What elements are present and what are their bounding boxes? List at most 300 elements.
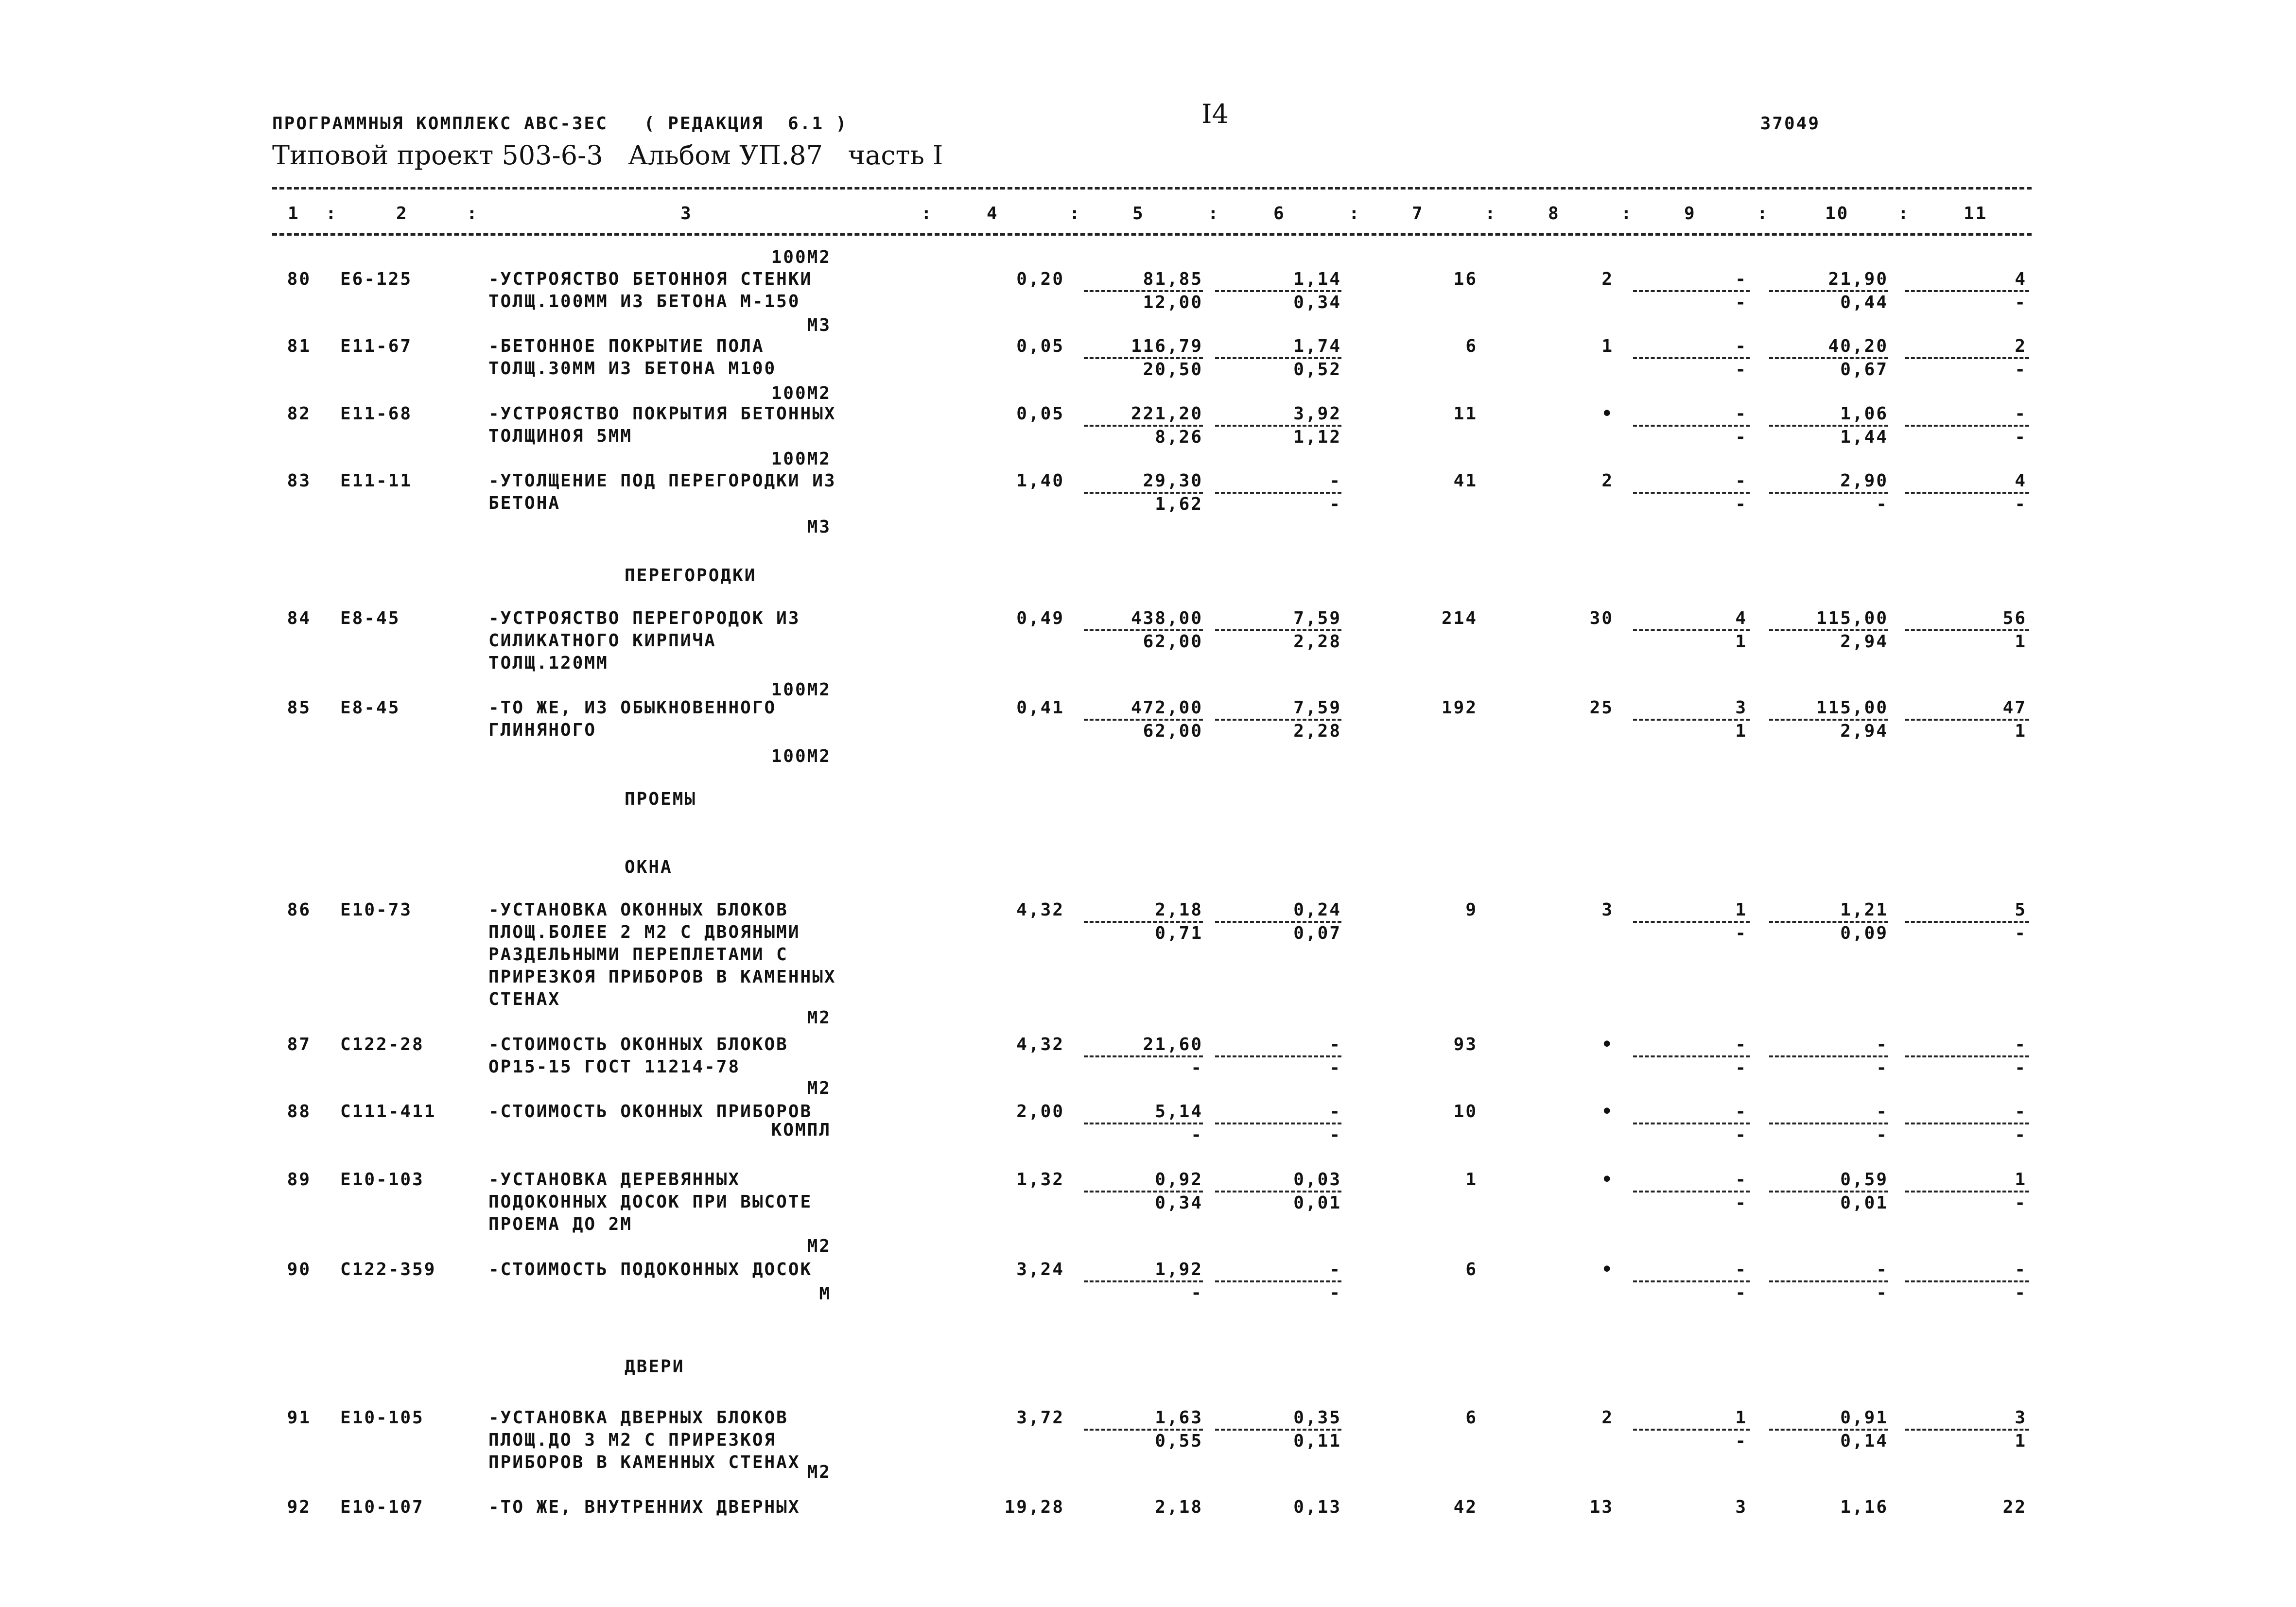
- subvalue-s10: 0,67: [1840, 360, 1888, 380]
- value-c7: 214: [1441, 608, 1478, 628]
- subvalue-s11: 1: [2015, 1431, 2027, 1451]
- unit-label: 100М2: [771, 746, 831, 766]
- subvalue-s6: -: [1329, 1125, 1341, 1145]
- subtotal-rule: [1905, 357, 2029, 359]
- item-description: ПЛОЩ.ДО 3 М2 С ПРИРЕЗКОЯ: [488, 1430, 777, 1450]
- subvalue-s9: -: [1735, 1058, 1747, 1078]
- item-description: -ТО ЖЕ, ВНУТРЕННИХ ДВЕРНЫХ: [488, 1497, 800, 1517]
- value-c5: 2,18: [1155, 900, 1203, 920]
- subvalue-s11: -: [2015, 360, 2027, 380]
- item-description: СИЛИКАТНОГО КИРПИЧА: [488, 631, 716, 651]
- item-number: 84: [287, 608, 311, 628]
- value-c4: 0,41: [1016, 698, 1064, 718]
- item-description: БЕТОНА: [488, 493, 561, 513]
- value-c8: 30: [1589, 608, 1614, 628]
- value-c6: 0,35: [1293, 1408, 1341, 1428]
- value-c5: 438,00: [1131, 608, 1203, 628]
- value-c8: •: [1601, 1035, 1614, 1054]
- value-c9: 4: [1735, 608, 1747, 628]
- subvalue-s9: 1: [1735, 632, 1747, 652]
- subvalue-s6: -: [1329, 1058, 1341, 1078]
- unit-label: М2: [807, 1008, 831, 1028]
- value-c6: -: [1329, 471, 1341, 491]
- subtotal-rule: [1905, 1280, 2029, 1282]
- item-description: -БЕТОННОЕ ПОКРЫТИЕ ПОЛА: [488, 336, 765, 356]
- item-description: -ТО ЖЕ, ИЗ ОБЫКНОВЕННОГО: [488, 698, 777, 718]
- value-c7: 192: [1441, 698, 1478, 718]
- value-c5: 472,00: [1131, 698, 1203, 718]
- subvalue-s9: -: [1735, 427, 1747, 447]
- subvalue-s9: -: [1735, 1431, 1747, 1451]
- subtotal-rule: [1633, 1191, 1750, 1192]
- subvalue-s10: -: [1876, 1283, 1888, 1303]
- subtotal-rule: [1905, 425, 2029, 427]
- value-c4: 4,32: [1016, 1035, 1064, 1054]
- value-c5: 221,20: [1131, 404, 1203, 424]
- item-description: -СТОИМОСТЬ ОКОННЫХ ПРИБОРОВ: [488, 1102, 813, 1122]
- subtotal-rule: [1769, 719, 1888, 721]
- value-c9: -: [1735, 1260, 1747, 1279]
- subtotal-rule: [1769, 921, 1888, 923]
- program-title: ПРОГРАММНЫЯ КОМПЛЕКС АВС-ЗЕС ( РЕДАКЦИЯ 6.1 ): [272, 114, 848, 134]
- subtotal-rule: [1769, 1055, 1888, 1057]
- subtotal-rule: [1905, 492, 2029, 494]
- item-code: С122-28: [340, 1035, 424, 1054]
- value-c8: 2: [1601, 269, 1614, 289]
- value-c9: -: [1735, 404, 1747, 424]
- value-c6: -: [1329, 1035, 1341, 1054]
- value-c11: 1: [2015, 1170, 2027, 1190]
- subtotal-rule: [1769, 1123, 1888, 1124]
- item-description: ПРИБОРОВ В КАМЕННЫХ СТЕНАХ: [488, 1452, 800, 1472]
- item-description: ПОДОКОННЫХ ДОСОК ПРИ ВЫСОТЕ: [488, 1192, 813, 1212]
- subvalue-s6: 0,34: [1293, 293, 1341, 312]
- subtotal-rule: [1215, 1055, 1341, 1057]
- item-code: Е10-105: [340, 1408, 424, 1428]
- unit-label: 100М2: [771, 449, 831, 469]
- subtotal-rule: [1769, 357, 1888, 359]
- value-c9: -: [1735, 471, 1747, 491]
- item-description: -УСТАНОВКА ДЕРЕВЯННЫХ: [488, 1170, 741, 1190]
- subvalue-s6: 2,28: [1293, 632, 1341, 652]
- value-c10: 115,00: [1816, 698, 1888, 718]
- value-c10: 1,21: [1840, 900, 1888, 920]
- value-c10: 21,90: [1828, 269, 1888, 289]
- subvalue-s11: -: [2015, 494, 2027, 514]
- column-header: 6: [1273, 204, 1286, 224]
- subtotal-rule: [1905, 629, 2029, 631]
- item-description: ТОЛЩ.30ММ ИЗ БЕТОНА М100: [488, 359, 777, 379]
- subtotal-rule: [1769, 425, 1888, 427]
- unit-label: М2: [807, 1462, 831, 1482]
- value-c4: 0,49: [1016, 608, 1064, 628]
- subtotal-rule: [1084, 719, 1203, 721]
- subvalue-s6: 1,12: [1293, 427, 1341, 447]
- subvalue-s11: -: [2015, 427, 2027, 447]
- value-c10: -: [1876, 1102, 1888, 1122]
- value-c4: 19,28: [1004, 1497, 1064, 1517]
- value-c5: 29,30: [1143, 471, 1203, 491]
- subvalue-s11: -: [2015, 1058, 2027, 1078]
- subvalue-s9: -: [1735, 923, 1747, 943]
- value-c7: 42: [1453, 1497, 1478, 1517]
- value-c8: •: [1601, 1102, 1614, 1122]
- value-c6: -: [1329, 1102, 1341, 1122]
- item-code: Е8-45: [340, 698, 400, 718]
- value-c8: 13: [1589, 1497, 1614, 1517]
- subvalue-s6: 0,01: [1293, 1193, 1341, 1213]
- item-number: 90: [287, 1260, 311, 1279]
- value-c4: 2,00: [1016, 1102, 1064, 1122]
- column-header: 3: [680, 204, 693, 224]
- item-number: 80: [287, 269, 311, 289]
- subtotal-rule: [1215, 290, 1341, 292]
- value-c9: -: [1735, 1170, 1747, 1190]
- subtotal-rule: [1084, 1191, 1203, 1192]
- subtotal-rule: [1084, 1280, 1203, 1282]
- subtotal-rule: [1084, 492, 1203, 494]
- value-c11: 2: [2015, 336, 2027, 356]
- value-c8: 3: [1601, 900, 1614, 920]
- subtotal-rule: [1905, 1191, 2029, 1192]
- item-description: СТЕНАХ: [488, 989, 561, 1009]
- value-c11: 5: [2015, 900, 2027, 920]
- subvalue-s9: -: [1735, 1125, 1747, 1145]
- value-c10: 2,90: [1840, 471, 1888, 491]
- project-title: Типовой проект 503-6-3 Альбом УП.87 часть I: [272, 140, 943, 171]
- subvalue-s5: 62,00: [1143, 632, 1203, 652]
- subvalue-s9: -: [1735, 1193, 1747, 1213]
- value-c7: 41: [1453, 471, 1478, 491]
- item-number: 88: [287, 1102, 311, 1122]
- subtotal-rule: [1905, 290, 2029, 292]
- subvalue-s11: -: [2015, 293, 2027, 312]
- subvalue-s6: 0,07: [1293, 923, 1341, 943]
- subvalue-s9: 1: [1735, 721, 1747, 741]
- item-number: 92: [287, 1497, 311, 1517]
- subvalue-s5: 0,55: [1155, 1431, 1203, 1451]
- value-c9: 1: [1735, 900, 1747, 920]
- value-c4: 0,05: [1016, 336, 1064, 356]
- subvalue-s10: 0,14: [1840, 1431, 1888, 1451]
- subvalue-s10: -: [1876, 494, 1888, 514]
- item-number: 87: [287, 1035, 311, 1054]
- subvalue-s10: -: [1876, 1058, 1888, 1078]
- subtotal-rule: [1769, 1191, 1888, 1192]
- item-description: -СТОИМОСТЬ ОКОННЫХ БЛОКОВ: [488, 1035, 788, 1054]
- value-c4: 3,72: [1016, 1408, 1064, 1428]
- subtotal-rule: [1633, 1429, 1750, 1431]
- column-header: 8: [1548, 204, 1560, 224]
- value-c10: 115,00: [1816, 608, 1888, 628]
- subvalue-s11: -: [2015, 1125, 2027, 1145]
- value-c8: •: [1601, 404, 1614, 424]
- value-c4: 0,20: [1016, 269, 1064, 289]
- item-description: -УТОЛЩЕНИЕ ПОД ПЕРЕГОРОДКИ ИЗ: [488, 471, 836, 491]
- item-description: РАЗДЕЛЬНЫМИ ПЕРЕПЛЕТАМИ С: [488, 945, 788, 965]
- unit-label: 100М2: [771, 247, 831, 267]
- item-description: ТОЛЩИНОЯ 5ММ: [488, 426, 633, 446]
- value-c6: 0,24: [1293, 900, 1341, 920]
- unit-label: М3: [807, 315, 831, 335]
- subvalue-s6: -: [1329, 1283, 1341, 1303]
- subtotal-rule: [1215, 492, 1341, 494]
- value-c8: 2: [1601, 1408, 1614, 1428]
- subtotal-rule: [1769, 492, 1888, 494]
- item-code: Е6-125: [340, 269, 413, 289]
- value-c11: -: [2015, 1102, 2027, 1122]
- value-c11: -: [2015, 1260, 2027, 1279]
- subvalue-s9: -: [1735, 293, 1747, 312]
- item-description: -УСТРОЯСТВО ПЕРЕГОРОДОК ИЗ: [488, 608, 800, 628]
- value-c11: 4: [2015, 269, 2027, 289]
- value-c11: 3: [2015, 1408, 2027, 1428]
- unit-label: М2: [807, 1236, 831, 1256]
- subvalue-s5: 1,62: [1155, 494, 1203, 514]
- item-number: 86: [287, 900, 311, 920]
- value-c6: 0,13: [1293, 1497, 1341, 1517]
- subtotal-rule: [1633, 1280, 1750, 1282]
- value-c4: 1,32: [1016, 1170, 1064, 1190]
- value-c8: •: [1601, 1170, 1614, 1190]
- item-description: ТОЛЩ.120ММ: [488, 653, 609, 673]
- value-c10: 1,06: [1840, 404, 1888, 424]
- value-c7: 9: [1465, 900, 1478, 920]
- subvalue-s10: -: [1876, 1125, 1888, 1145]
- unit-label: М3: [807, 517, 831, 537]
- unit-label: 100М2: [771, 680, 831, 700]
- unit-label: М2: [807, 1078, 831, 1098]
- subvalue-s10: 1,44: [1840, 427, 1888, 447]
- item-code: Е11-11: [340, 471, 413, 491]
- value-c8: 1: [1601, 336, 1614, 356]
- item-description: -УСТАНОВКА ДВЕРНЫХ БЛОКОВ: [488, 1408, 788, 1428]
- subtotal-rule: [1633, 1123, 1750, 1124]
- subtotal-rule: [1084, 425, 1203, 427]
- value-c4: 4,32: [1016, 900, 1064, 920]
- subvalue-s11: 1: [2015, 721, 2027, 741]
- value-c10: -: [1876, 1260, 1888, 1279]
- subvalue-s11: -: [2015, 1283, 2027, 1303]
- value-c8: 2: [1601, 471, 1614, 491]
- value-c9: -: [1735, 1035, 1747, 1054]
- value-c5: 1,63: [1155, 1408, 1203, 1428]
- subtotal-rule: [1084, 1429, 1203, 1431]
- value-c5: 21,60: [1143, 1035, 1203, 1054]
- subtotal-rule: [1905, 719, 2029, 721]
- subvalue-s5: 0,34: [1155, 1193, 1203, 1213]
- value-c11: 56: [2002, 608, 2027, 628]
- column-separator: :: [1621, 204, 1633, 224]
- subtotal-rule: [1633, 290, 1750, 292]
- value-c5: 81,85: [1143, 269, 1203, 289]
- subtotal-rule: [1215, 357, 1341, 359]
- value-c4: 1,40: [1016, 471, 1064, 491]
- value-c6: 3,92: [1293, 404, 1341, 424]
- value-c11: 47: [2002, 698, 2027, 718]
- subvalue-s9: -: [1735, 360, 1747, 380]
- subtotal-rule: [1215, 1191, 1341, 1192]
- item-number: 83: [287, 471, 311, 491]
- value-c9: 1: [1735, 1408, 1747, 1428]
- header-top-rule: [272, 187, 2032, 190]
- value-c8: •: [1601, 1260, 1614, 1279]
- subtotal-rule: [1905, 1429, 2029, 1431]
- subtotal-rule: [1905, 1123, 2029, 1124]
- subvalue-s10: 0,09: [1840, 923, 1888, 943]
- subtotal-rule: [1215, 719, 1341, 721]
- unit-label: М: [819, 1284, 831, 1304]
- value-c9: 3: [1735, 698, 1747, 718]
- value-c7: 10: [1453, 1102, 1478, 1122]
- subtotal-rule: [1633, 719, 1750, 721]
- item-number: 85: [287, 698, 311, 718]
- subtotal-rule: [1084, 921, 1203, 923]
- subtotal-rule: [1633, 357, 1750, 359]
- item-description: ПЛОЩ.БОЛЕЕ 2 М2 С ДВОЯНЫМИ: [488, 922, 800, 942]
- subvalue-s5: -: [1191, 1125, 1203, 1145]
- subtotal-rule: [1769, 629, 1888, 631]
- subtotal-rule: [1769, 1429, 1888, 1431]
- item-code: С122-359: [340, 1260, 436, 1279]
- subtotal-rule: [1084, 629, 1203, 631]
- subtotal-rule: [1084, 357, 1203, 359]
- column-header: 11: [1964, 204, 1988, 224]
- page-number: I4: [1201, 99, 1229, 129]
- unit-label: 100М2: [771, 383, 831, 403]
- section-heading: ПРОЕМЫ: [625, 789, 697, 809]
- value-c5: 5,14: [1155, 1102, 1203, 1122]
- value-c11: 22: [2002, 1497, 2027, 1517]
- value-c4: 0,05: [1016, 404, 1064, 424]
- subvalue-s11: -: [2015, 1193, 2027, 1213]
- subvalue-s5: -: [1191, 1283, 1203, 1303]
- subtotal-rule: [1215, 629, 1341, 631]
- item-code: Е10-103: [340, 1170, 424, 1190]
- subvalue-s10: 2,94: [1840, 721, 1888, 741]
- subvalue-s5: 12,00: [1143, 293, 1203, 312]
- value-c6: 1,14: [1293, 269, 1341, 289]
- subvalue-s11: -: [2015, 923, 2027, 943]
- column-header: 4: [987, 204, 999, 224]
- value-c6: 7,59: [1293, 698, 1341, 718]
- subtotal-rule: [1215, 425, 1341, 427]
- value-c9: 3: [1735, 1497, 1747, 1517]
- item-description: -СТОИМОСТЬ ПОДОКОННЫХ ДОСОК: [488, 1260, 813, 1279]
- item-code: Е11-68: [340, 404, 413, 424]
- item-number: 91: [287, 1408, 311, 1428]
- item-code: Е10-73: [340, 900, 413, 920]
- value-c4: 3,24: [1016, 1260, 1064, 1279]
- subtotal-rule: [1215, 921, 1341, 923]
- subvalue-s5: 8,26: [1155, 427, 1203, 447]
- value-c10: 1,16: [1840, 1497, 1888, 1517]
- item-description: -УСТАНОВКА ОКОННЫХ БЛОКОВ: [488, 900, 788, 920]
- value-c6: -: [1329, 1260, 1341, 1279]
- column-header: 1: [288, 204, 300, 224]
- subvalue-s10: 2,94: [1840, 632, 1888, 652]
- subvalue-s11: 1: [2015, 632, 2027, 652]
- subvalue-s5: -: [1191, 1058, 1203, 1078]
- value-c9: -: [1735, 1102, 1747, 1122]
- column-separator: :: [1349, 204, 1361, 224]
- subvalue-s9: -: [1735, 494, 1747, 514]
- value-c6: 7,59: [1293, 608, 1341, 628]
- subvalue-s10: 0,01: [1840, 1193, 1888, 1213]
- item-code: Е10-107: [340, 1497, 424, 1517]
- value-c5: 1,92: [1155, 1260, 1203, 1279]
- subtotal-rule: [1084, 290, 1203, 292]
- subtotal-rule: [1633, 921, 1750, 923]
- item-description: ПРИРЕЗКОЯ ПРИБОРОВ В КАМЕННЫХ: [488, 967, 836, 987]
- item-number: 81: [287, 336, 311, 356]
- subtotal-rule: [1905, 921, 2029, 923]
- item-description: ТОЛЩ.100ММ ИЗ БЕТОНА М-150: [488, 292, 800, 311]
- item-description: -УСТРОЯСТВО ПОКРЫТИЯ БЕТОННЫХ: [488, 404, 836, 424]
- value-c10: 40,20: [1828, 336, 1888, 356]
- subtotal-rule: [1084, 1055, 1203, 1057]
- column-separator: :: [921, 204, 933, 224]
- value-c11: -: [2015, 1035, 2027, 1054]
- item-description: ОР15-15 ГОСТ 11214-78: [488, 1057, 741, 1077]
- column-separator: :: [1898, 204, 1910, 224]
- subtotal-rule: [1905, 1055, 2029, 1057]
- value-c9: -: [1735, 336, 1747, 356]
- item-code: С111-411: [340, 1102, 436, 1122]
- item-description: ПРОЕМА ДО 2М: [488, 1214, 633, 1234]
- value-c8: 25: [1589, 698, 1614, 718]
- item-description: ГЛИНЯНОГО: [488, 720, 597, 740]
- column-header: 2: [396, 204, 408, 224]
- value-c7: 6: [1465, 1260, 1478, 1279]
- value-c7: 1: [1465, 1170, 1478, 1190]
- subtotal-rule: [1769, 1280, 1888, 1282]
- column-header: 7: [1412, 204, 1424, 224]
- column-separator: :: [1069, 204, 1081, 224]
- section-heading: ОКНА: [625, 857, 673, 877]
- column-header: 5: [1132, 204, 1145, 224]
- subvalue-s6: 0,11: [1293, 1431, 1341, 1451]
- column-header: 10: [1825, 204, 1849, 224]
- subtotal-rule: [1084, 1123, 1203, 1124]
- value-c7: 11: [1453, 404, 1478, 424]
- value-c5: 116,79: [1131, 336, 1203, 356]
- item-code: Е8-45: [340, 608, 400, 628]
- value-c11: -: [2015, 404, 2027, 424]
- subtotal-rule: [1215, 1280, 1341, 1282]
- subtotal-rule: [1215, 1429, 1341, 1431]
- value-c7: 6: [1465, 1408, 1478, 1428]
- item-description: -УСТРОЯСТВО БЕТОННОЯ СТЕНКИ: [488, 269, 813, 289]
- document-number: 37049: [1760, 114, 1820, 134]
- value-c11: 4: [2015, 471, 2027, 491]
- subvalue-s6: 2,28: [1293, 721, 1341, 741]
- subvalue-s5: 62,00: [1143, 721, 1203, 741]
- value-c6: 1,74: [1293, 336, 1341, 356]
- subtotal-rule: [1633, 1055, 1750, 1057]
- column-header: 9: [1684, 204, 1696, 224]
- value-c7: 6: [1465, 336, 1478, 356]
- subvalue-s9: -: [1735, 1283, 1747, 1303]
- value-c10: 0,91: [1840, 1408, 1888, 1428]
- column-separator: :: [1208, 204, 1220, 224]
- subtotal-rule: [1633, 425, 1750, 427]
- value-c5: 2,18: [1155, 1497, 1203, 1517]
- column-separator: :: [1485, 204, 1497, 224]
- column-separator: :: [1757, 204, 1769, 224]
- column-separator: :: [326, 204, 338, 224]
- item-number: 82: [287, 404, 311, 424]
